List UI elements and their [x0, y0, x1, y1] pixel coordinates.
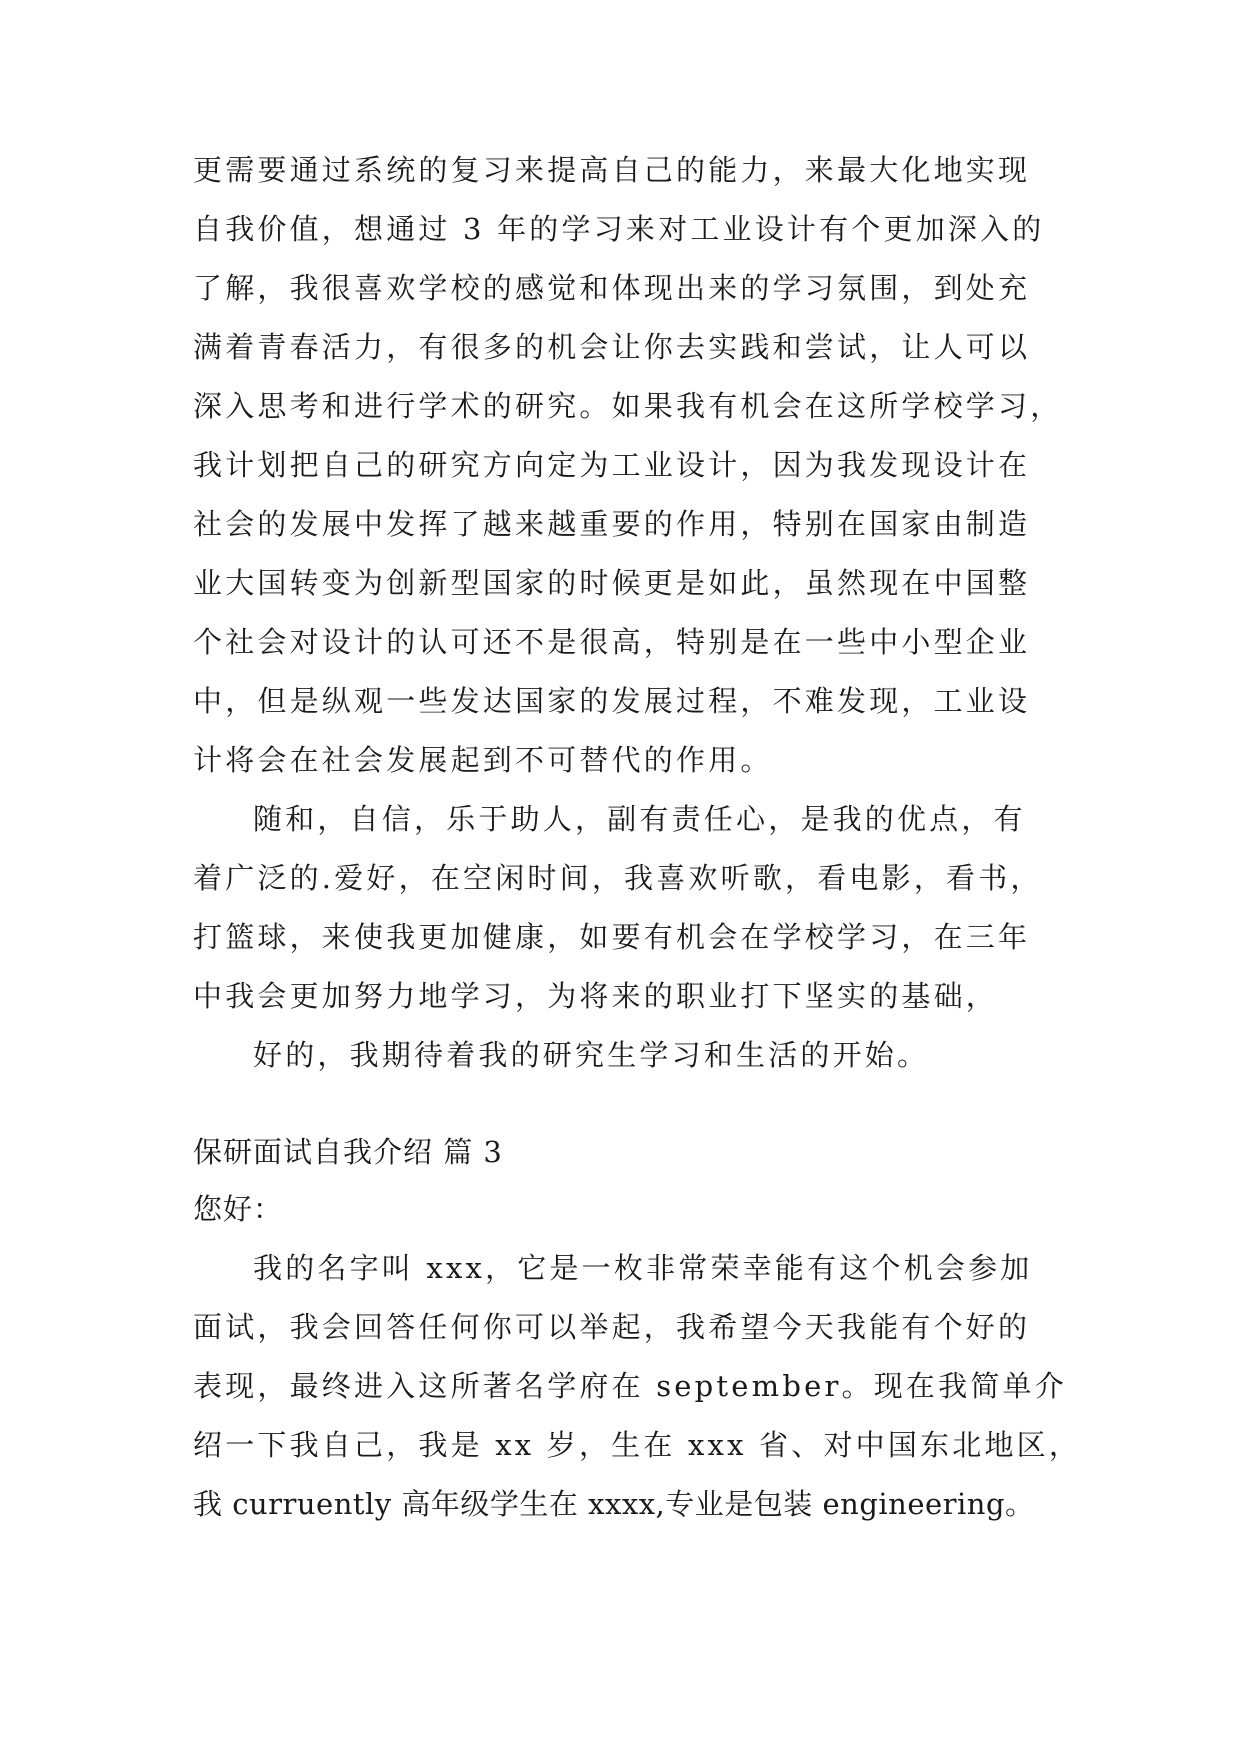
paragraph1-line-11: 计将会在社会发展起到不可替代的作用。 [193, 743, 773, 777]
section3-line-2: 面试，我会回答任何你可以举起，我希望今天我能有个好的 [193, 1310, 1031, 1344]
paragraph2-line-3: 打篮球，来使我更加健康，如要有机会在学校学习，在三年 [193, 920, 1031, 954]
section3-line-1: 我的名字叫 xxx，它是一枚非常荣幸能有这个机会参加 [253, 1251, 1033, 1285]
paragraph3-line-1: 好的，我期待着我的研究生学习和生活的开始。 [253, 1038, 930, 1072]
paragraph1-line-1: 更需要通过系统的复习来提高自己的能力，来最大化地实现 [193, 153, 1031, 187]
paragraph1-line-3: 了解，我很喜欢学校的感觉和体现出来的学习氛围，到处充 [193, 271, 1031, 305]
paragraph1-line-7: 社会的发展中发挥了越来越重要的作用，特别在国家由制造 [193, 507, 1031, 541]
paragraph2-line-2: 着广泛的.爱好，在空闲时间，我喜欢听歌，看电影，看书， [193, 861, 1043, 895]
paragraph1-line-8: 业大国转变为创新型国家的时候更是如此，虽然现在中国整 [193, 566, 1031, 600]
paragraph1-line-9: 个社会对设计的认可还不是很高，特别是在一些中小型企业 [193, 625, 1031, 659]
section3-line-4: 绍一下我自己，我是 xx 岁，生在 xxx 省、对中国东北地区， [193, 1428, 1082, 1462]
section3-line-3: 表现，最终进入这所著名学府在 september。现在我简单介 [193, 1369, 1067, 1403]
paragraph1-line-6: 我计划把自己的研究方向定为工业设计，因为我发现设计在 [193, 448, 1031, 482]
paragraph2-line-1: 随和，自信，乐于助人，副有责任心，是我的优点，有 [253, 802, 1026, 836]
paragraph1-line-2: 自我价值，想通过 3 年的学习来对工业设计有个更加深入的 [193, 212, 1045, 246]
section3-line-5: 我 curruently 高年级学生在 xxxx,专业是包装 engineering。 [193, 1487, 1035, 1521]
paragraph1-line-5: 深入思考和进行学术的研究。如果我有机会在这所学校学习， [193, 389, 1063, 423]
paragraph1-line-4: 满着青春活力，有很多的机会让你去实践和尝试，让人可以 [193, 330, 1031, 364]
paragraph1-line-10: 中，但是纵观一些发达国家的发展过程，不难发现，工业设 [193, 684, 1031, 718]
paragraph2-line-4: 中我会更加努力地学习，为将来的职业打下坚实的基础， [193, 979, 999, 1013]
greeting: 您好： [193, 1192, 284, 1226]
section-title: 保研面试自我介绍 篇 3 [193, 1135, 503, 1169]
